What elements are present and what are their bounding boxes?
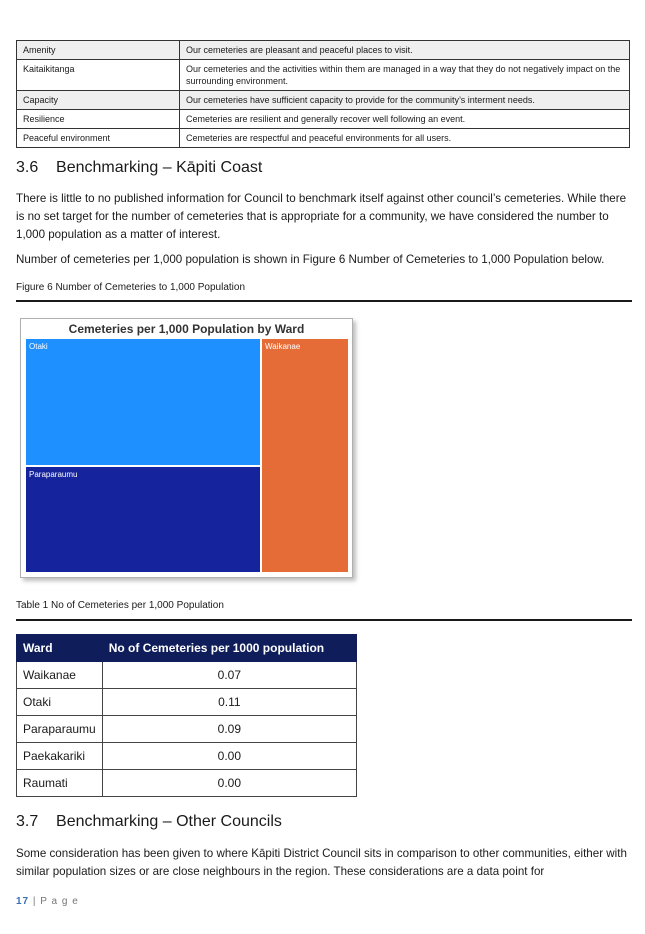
- section-3-6-paragraph-2: Number of cemeteries per 1,000 population is shown in Figure 6 Number of Cemeteries to 1,000 Population below.: [16, 253, 605, 266]
- tile-otaki: [25, 338, 261, 466]
- table-row: [17, 91, 630, 110]
- section-heading-3-7: 3.7 Benchmarking – Other Councils: [16, 813, 282, 830]
- section-3-6-paragraph-1: There is little to no published information for Council to benchmark itself against other council’s cemeteries. While there is no set target for the number of cemeteries that is appropriate for a community, we have considered the number to 1,000 population as a matter of interest.: [16, 192, 627, 241]
- page-number: 17: [16, 896, 30, 907]
- section-3-7-paragraph: Some consideration has been given to where Kāpiti District Council sits in comparison to other communities, either with similar population sizes or are close neighbours in the region. These considerations are a data point for: [16, 847, 627, 878]
- ward-table: [16, 634, 357, 797]
- treemap-chart: [20, 318, 353, 578]
- column-header: No of Cemeteries per 1000 population: [102, 635, 356, 662]
- tile-paraparaumu: [25, 466, 261, 573]
- table-row: [17, 60, 630, 91]
- ward-cell: Otaki: [17, 689, 103, 716]
- tile-label: Waikanae: [265, 342, 301, 351]
- table-row: [17, 743, 357, 770]
- table-row: [17, 110, 630, 129]
- value-desc: Our cemeteries have sufficient capacity to provide for the community’s interment needs.: [180, 91, 630, 110]
- value-cell: 0.09: [102, 716, 356, 743]
- value-key: Amenity: [17, 41, 180, 60]
- table-caption: Table 1 No of Cemeteries per 1,000 Population: [16, 600, 224, 611]
- tile-waikanae: [261, 338, 349, 573]
- footer-separator: |: [29, 896, 41, 907]
- value-desc: Cemeteries are resilient and generally recover well following an event.: [180, 110, 630, 129]
- table-row: [17, 41, 630, 60]
- value-desc: Our cemeteries are pleasant and peaceful places to visit.: [180, 41, 630, 60]
- value-desc: Cemeteries are respectful and peaceful environments for all users.: [180, 129, 630, 148]
- tile-label: Otaki: [29, 342, 48, 351]
- divider: [16, 619, 632, 621]
- value-cell: 0.11: [102, 689, 356, 716]
- page-footer: [16, 896, 79, 907]
- value-cell: 0.07: [102, 662, 356, 689]
- value-desc: Our cemeteries and the activities within them are managed in a way that they do not negatively impact on the surrounding environment.: [180, 60, 630, 91]
- value-cell: 0.00: [102, 743, 356, 770]
- ward-cell: Raumati: [17, 770, 103, 797]
- table-row: [17, 716, 357, 743]
- footer-page-word: P a g e: [40, 896, 79, 907]
- chart-title: Cemeteries per 1,000 Population by Ward: [68, 322, 305, 336]
- section-heading-3-6: 3.6 Benchmarking – Kāpiti Coast: [16, 159, 263, 176]
- table-row: [17, 129, 630, 148]
- tile-label: Paraparaumu: [29, 470, 78, 479]
- table-row: [17, 770, 357, 797]
- value-key: Kaitaikitanga: [17, 60, 180, 91]
- ward-cell: Paekakariki: [17, 743, 103, 770]
- ward-cell: Paraparaumu: [17, 716, 103, 743]
- table-header-row: [17, 635, 357, 662]
- table-row: [17, 689, 357, 716]
- table-row: [17, 662, 357, 689]
- divider: [16, 300, 632, 302]
- column-header: Ward: [17, 635, 103, 662]
- value-key: Peaceful environment: [17, 129, 180, 148]
- figure-caption: Figure 6 Number of Cemeteries to 1,000 Population: [16, 282, 246, 293]
- value-key: Capacity: [17, 91, 180, 110]
- values-table: [16, 40, 630, 148]
- value-cell: 0.00: [102, 770, 356, 797]
- ward-cell: Waikanae: [17, 662, 103, 689]
- value-key: Resilience: [17, 110, 180, 129]
